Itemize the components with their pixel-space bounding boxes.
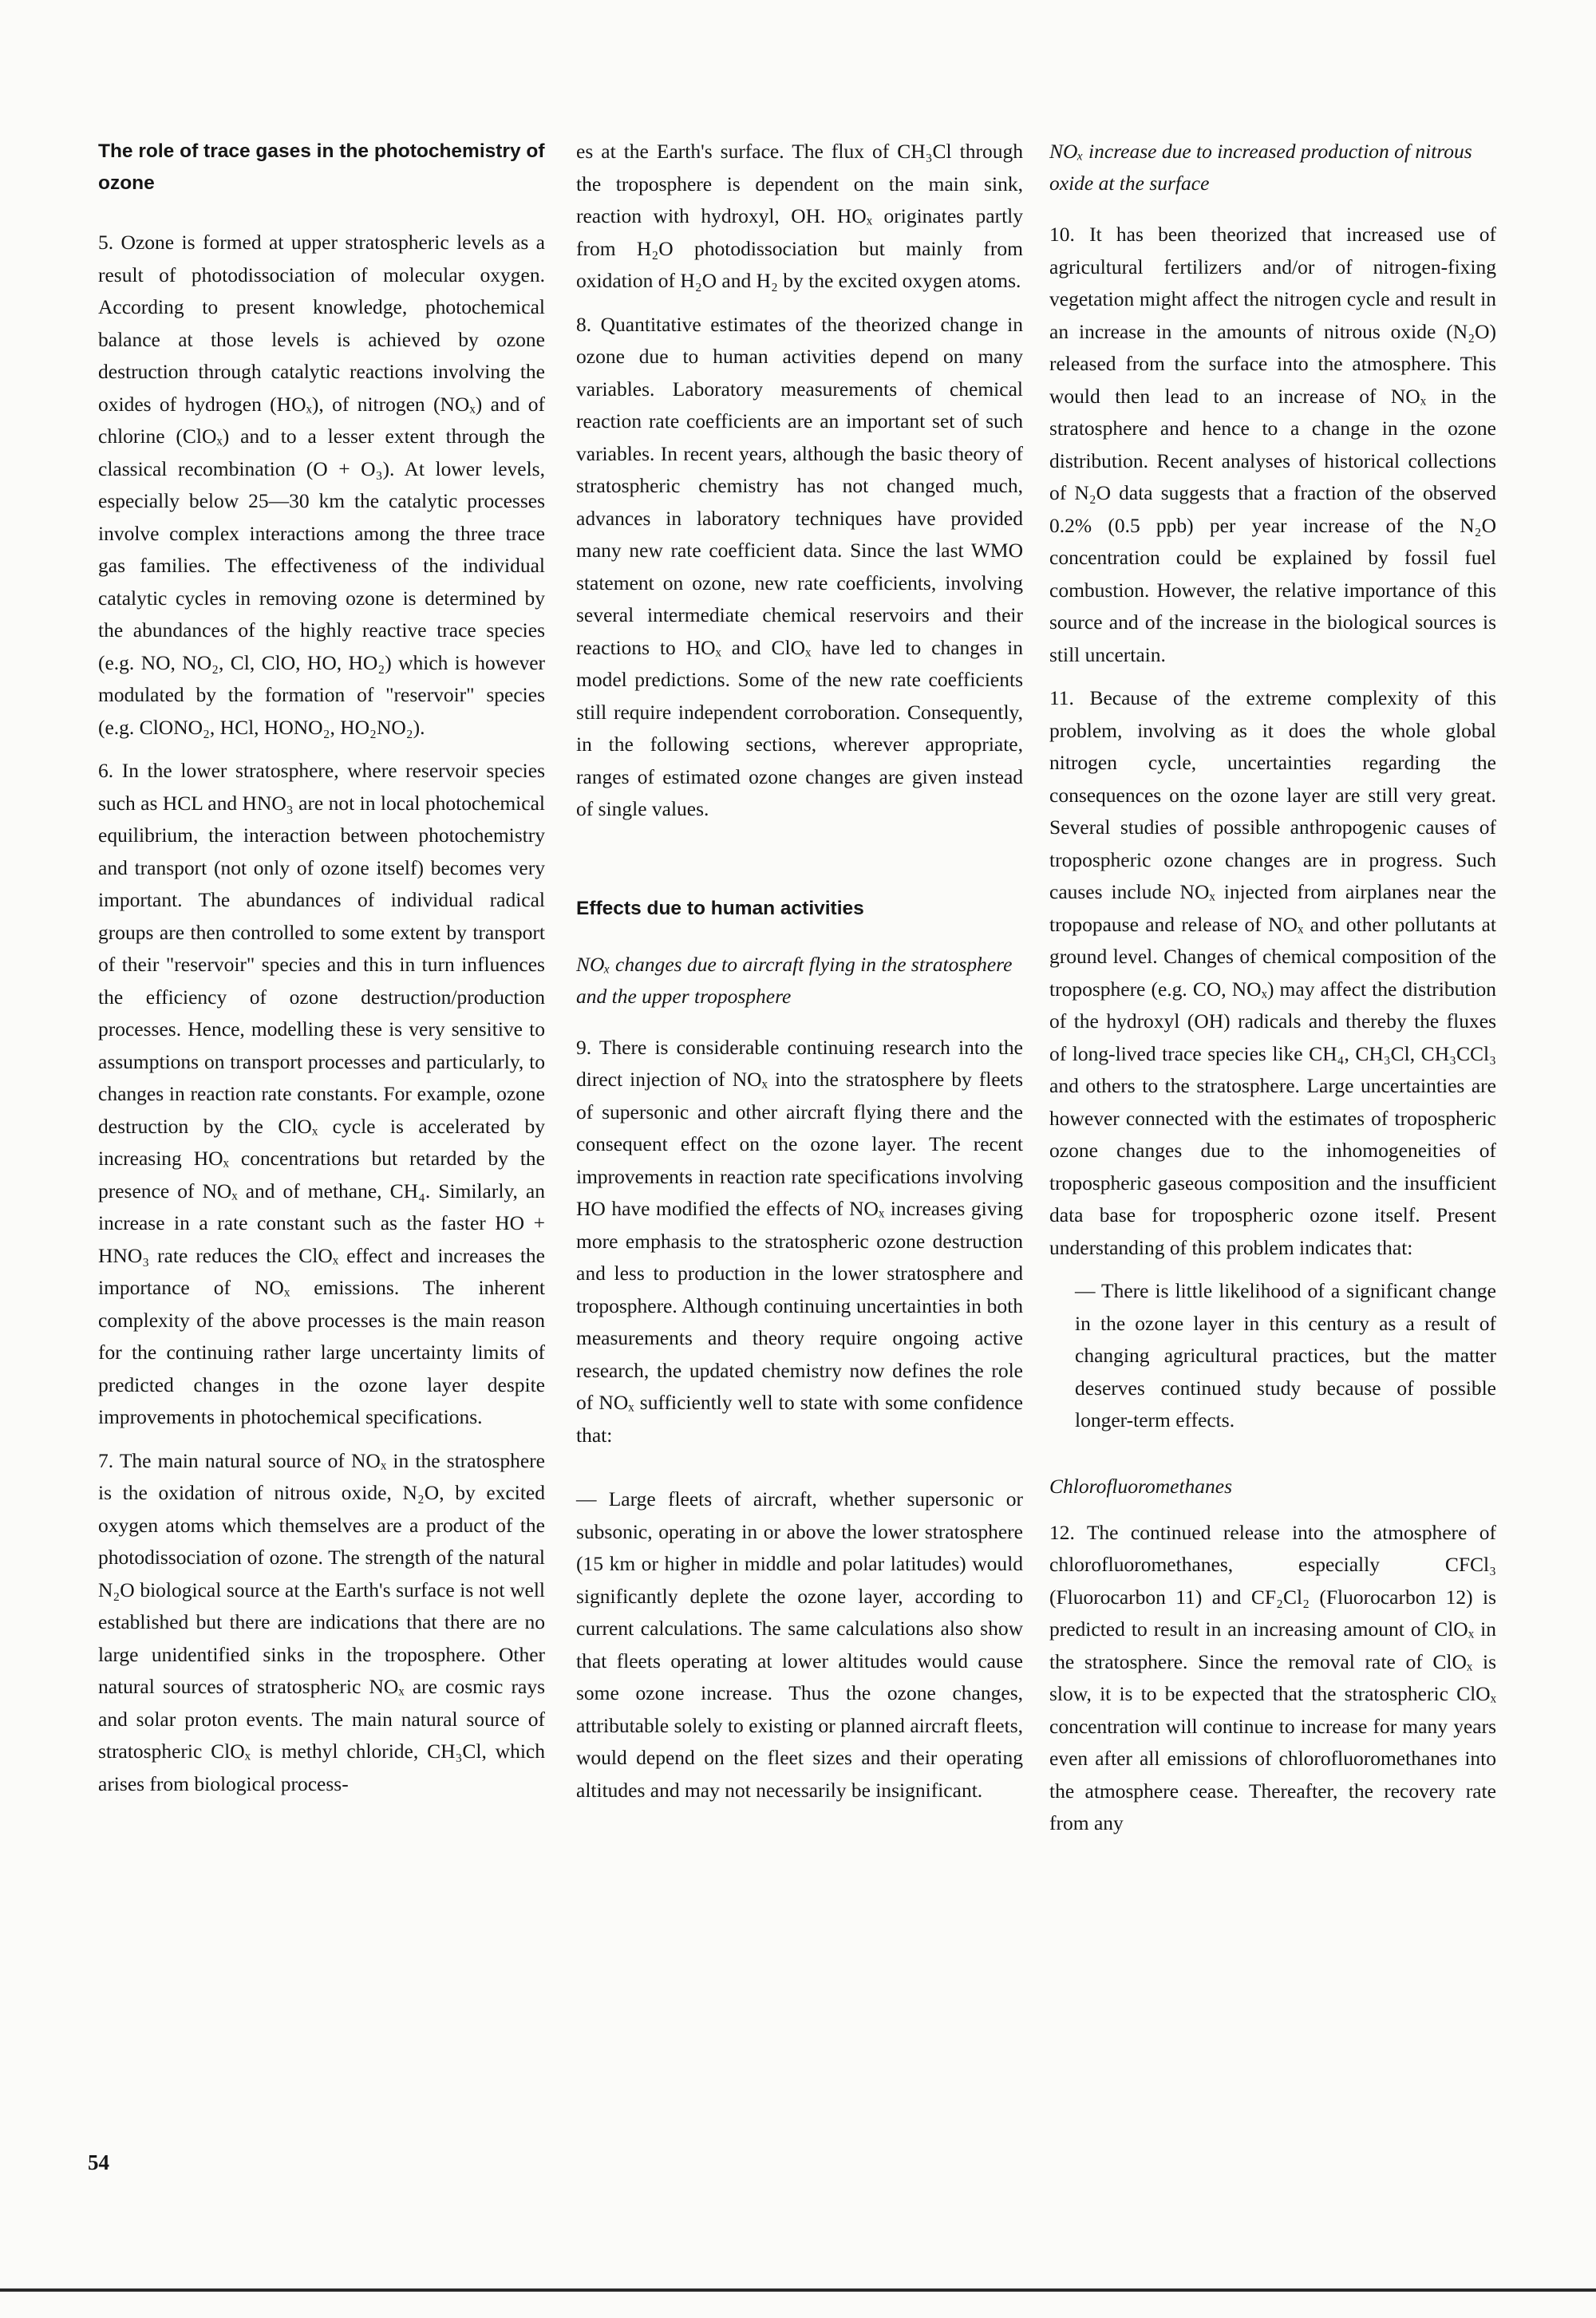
subheading-aircraft: NOₓ changes due to aircraft flying in the stratosphere and the upper troposphere <box>576 952 1013 1008</box>
subheading-chlorofluoromethanes: Chlorofluoromethanes <box>1049 1474 1233 1498</box>
paragraph-7-continued: es at the Earth's surface. The flux of CH₃Cl through the troposphere is dependent on the main sink, reaction with hydroxyl, OH. HOₓ originates partly from H₂O photodissociation but mainly from oxidation of H₂O and H₂ by the excited oxygen atoms. <box>576 140 1023 292</box>
subheading-nitrous-oxide: NOₓ increase due to increased production of nitrous oxide at the surface <box>1049 140 1472 195</box>
section-heading-human-activities: Effects due to human activities <box>576 897 864 919</box>
dash-item-agriculture: — There is little likelihood of a significant change in the ozone layer in this century as a result of changing agricultural practices, but the matter deserves continued study because of possible longer-term effects. <box>1075 1279 1496 1431</box>
paragraph-10: 10. It has been theorized that increased use of agricultural fertilizers and/or of nitrogen-fixing vegetation might affect the nitrogen cycle and result in an increase in the amounts of nitrous oxide (N₂O) released from the surface into the atmosphere. This would then lead to an increase of NOₓ in the stratosphere and hence to a change in the ozone distribution. Recent analyses of historical collections of N₂O data suggests that a fraction of the observed 0.2% (0.5 ppb) per year increase of the N₂O concentration could be explained by fossil fuel combustion. However, the relative importance of this source and of the increase in the biological sources is still uncertain. <box>1049 223 1496 666</box>
paragraph-8: 8. Quantitative estimates of the theorized change in ozone due to human activities depend on many variables. Laboratory measurements of chemical reaction rate coefficients are an important set of such variables. In recent years, although the basic theory of stratospheric chemistry has not changed much, advances in laboratory techniques have provided many new rate coefficient data. Since the last WMO statement on ozone, new rate coefficients, involving several intermediate chemical reservoirs and their reactions to HOₓ and ClOₓ have led to changes in model predictions. Some of the new rate coefficients still require independent corroboration. Consequently, in the following sections, wherever appropriate, ranges of estimated ozone changes are given instead of single values. <box>576 312 1023 820</box>
bottom-rule <box>0 2288 1596 2292</box>
paragraph-12: 12. The continued release into the atmosphere of chlorofluoromethanes, especially CFCl₃ (Fluorocarbon 11) and CF₂Cl₂ (Fluorocarbon 12) is predicted to result in an increasing amount of ClOₓ in the stratosphere. Since the removal rate of ClOₓ is slow, it is to be expected that the stratospheric ClOₓ concentration will continue to increase for many years even after all emissions of chlorofluoromethanes into the atmosphere cease. Thereafter, the recovery rate from any <box>1049 1520 1496 1834</box>
paragraph-5: 5. Ozone is formed at upper stratospheric levels as a result of photodissociation of molecular oxygen. According to present knowledge, photochemical balance at those levels is achieved by ozone destruction through catalytic reactions involving the oxides of hydrogen (HOₓ), of nitrogen (NOₓ) and of chlorine (ClOₓ) and to a lesser extent through the classical recombination (O + O₃). At lower levels, especially below 25—30 km the catalytic processes involve complex interactions among the three trace gas families. The effectiveness of the individual catalytic cycles in removing ozone is determined by the abundances of the highly reactive trace species (e.g. NO, NO₂, Cl, ClO, HO, HO₂) which is however modulated by the formation of "reservoir" species (e.g. ClONO₂, HCl, HONO₂, HO₂NO₂). <box>98 231 545 739</box>
paragraph-11: 11. Because of the extreme complexity of this problem, involving as it does the whole global nitrogen cycle, uncertainties regarding the consequences on the ozone layer are still very great. Several studies of possible anthropogenic causes of tropospheric ozone changes are in progress. Such causes include NOₓ injected from airplanes near the tropopause and release of NOₓ and other pollutants at ground level. Changes of chemical composition of the troposphere (e.g. CO, NOₓ) may affect the distribution of the hydroxyl (OH) radicals and thereby the fluxes of long-lived trace species like CH₄, CH₃Cl, CH₃CCl₃ and others to the stratosphere. Large uncertainties are however connected with the estimates of tropospheric ozone changes due to the inhomogeneities of tropospheric gaseous composition and the insufficient data base for tropospheric ozone itself. Present understanding of this problem indicates that: <box>1049 686 1496 1259</box>
section-heading-trace-gases: The role of trace gases in the photochemistry of ozone <box>98 140 545 194</box>
page-number: 54 <box>88 2150 109 2174</box>
dash-item-aircraft-fleets: — Large fleets of aircraft, whether supersonic or subsonic, operating in or above the lower stratosphere (15 km or higher in middle and polar latitudes) would significantly deplete the ozone layer, according to current calculations. The same calculations also show that fleets operating at lower altitudes would cause some ozone increase. Thus the ozone changes, attributable solely to existing or planned aircraft fleets, would depend on the fleet sizes and their operating altitudes and may not necessarily be insignificant. <box>576 1487 1023 1802</box>
paragraph-6: 6. In the lower stratosphere, where reservoir species such as HCL and HNO₃ are not in local photochemical equilibrium, the interaction between photochemistry and transport (not only of ozone itself) becomes very important. The abundances of individual radical groups are then controlled to some extent by transport of their "reservoir" species and this in turn influences the efficiency of ozone destruction/production processes. Hence, modelling these is very sensitive to assumptions on transport processes and particularly, to changes in reaction rate constants. For example, ozone destruction by the ClOₓ cycle is accelerated by increasing HOₓ concentrations but retarded by the presence of NOₓ and of methane, CH₄. Similarly, an increase in a rate constant such as the faster HO + HNO₃ rate reduces the ClOₓ effect and increases the importance of NOₓ emissions. The inherent complexity of the above processes is the main reason for the continuing rather large uncertainty limits of predicted changes in the ozone layer despite improvements in photochemical specifications. <box>98 759 545 1428</box>
paragraph-9: 9. There is considerable continuing research into the direct injection of NOₓ into the stratosphere by fleets of supersonic and other aircraft flying there and the consequent effect on the ozone layer. The recent improvements in reaction rate specifications involving HO have modified the effects of NOₓ increases giving more emphasis to the stratospheric ozone destruction and less to production in the lower stratosphere and troposphere. Although continuing uncertainties in both measurements and theory require ongoing active research, the updated chemistry now defines the role of NOₓ sufficiently well to state with some confidence that: <box>576 1035 1023 1447</box>
column-left <box>98 136 545 1811</box>
column-right <box>1049 136 1496 1851</box>
paragraph-7: 7. The main natural source of NOₓ in the stratosphere is the oxidation of nitrous oxide, N₂O, by excited oxygen atoms which themselves are a product of the photodissociation of ozone. The strength of the natural N₂O biological source at the Earth's surface is not well established but there are indications that there are no large unidentified sinks in the troposphere. Other natural sources of stratospheric NOₓ are cosmic rays and solar proton events. The main natural source of stratospheric ClOₓ is methyl chloride, CH₃Cl, which arises from biological process- <box>98 1448 545 1795</box>
column-middle <box>576 136 1023 1818</box>
